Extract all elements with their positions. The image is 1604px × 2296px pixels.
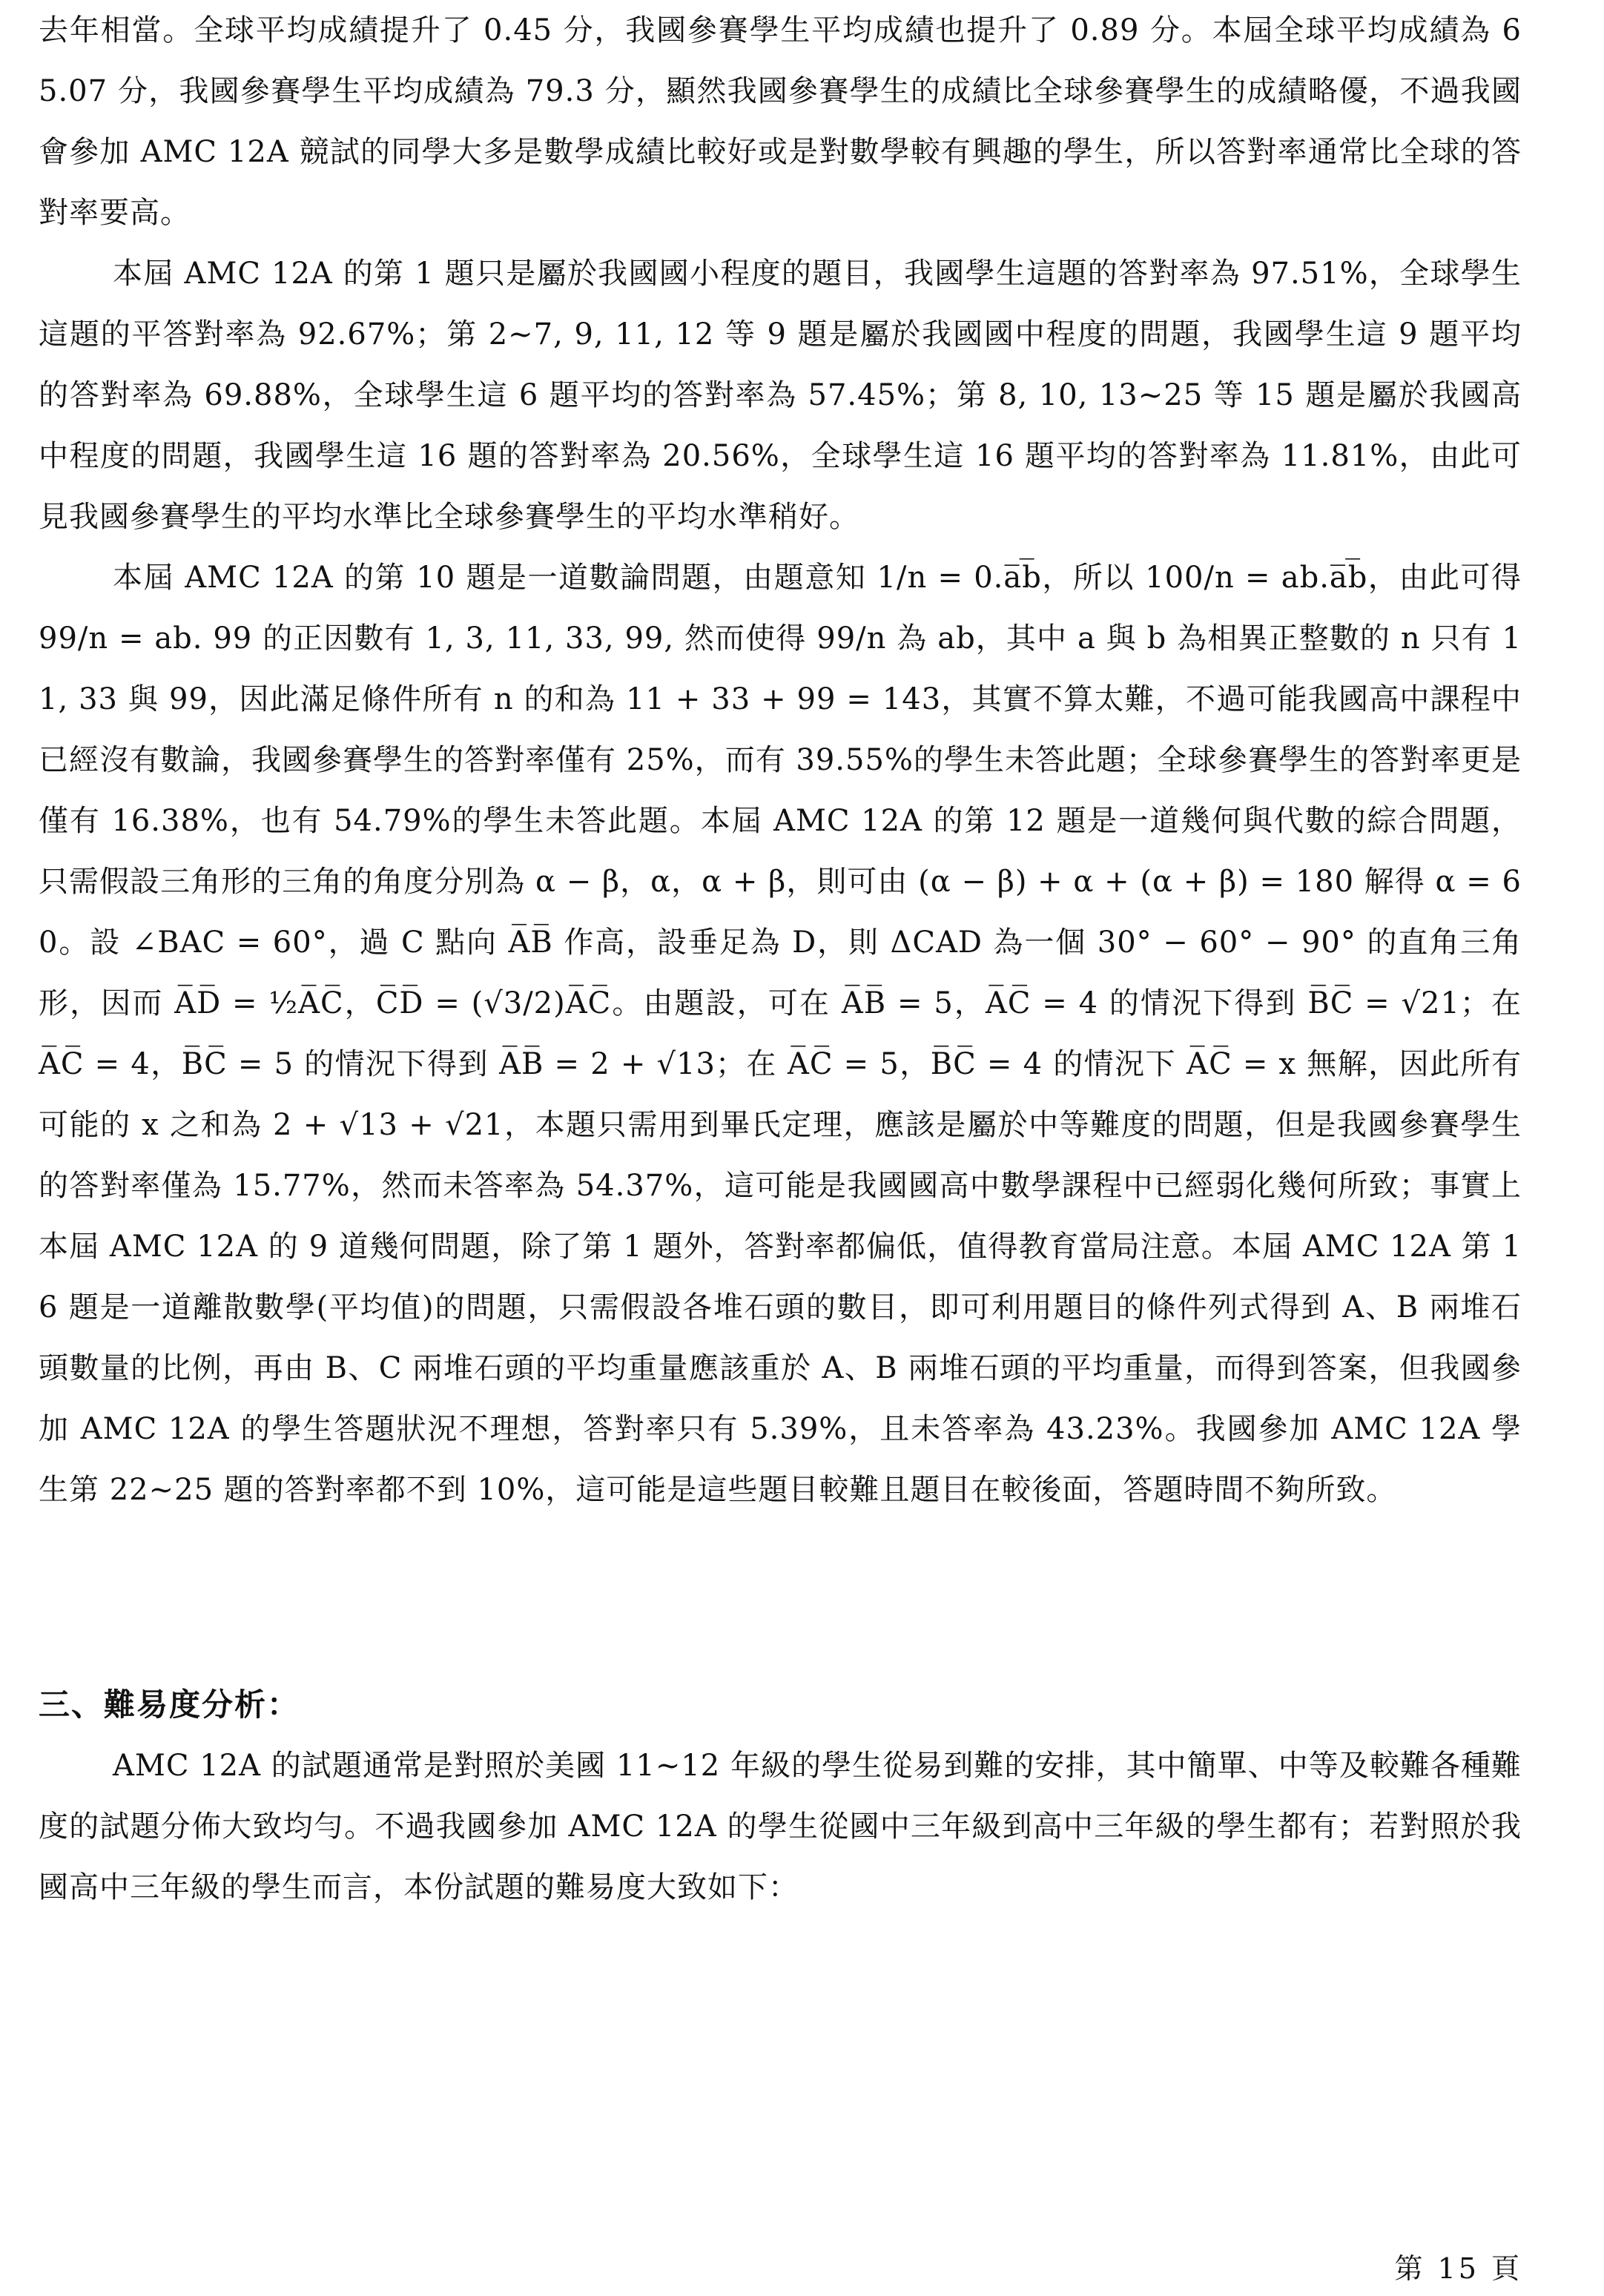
document-page (39, 0, 1522, 1520)
paragraph-score-summary: 去年相當。全球平均成績提升了 0.45 分，我國參賽學生平均成績也提升了 0.89 分。本屆全球平均成績為 65.07 分，我國參賽學生平均成績為 79.3 分，顯然我國參賽學生的成績比全球參賽學生的成績略優，不過我國會參加 AMC 12A 競試的同學大多是數學成績比較好或是對數學較有興趣的學生，所以答對率通常比全球的答對率要高。 (39, 13, 1522, 230)
paragraph-level-breakdown: 本屆 AMC 12A 的第 1 題只是屬於我國國小程度的題目，我國學生這題的答對率為 97.51%，全球學生這題的平答對率為 92.67%；第 2~7, 9, 11, 12 等 9 題是屬於我國國中程度的問題，我國學生這 9 題平均的答對率為 69.88%，全球學生這 6 題平均的答對率為 57.45%；第 8, 10, 13~25 等 15 題是屬於我國高中程度的問題，我國學生這 16 題的答對率為 20.56%，全球學生這 16 題平均的答對率為 11.81%，由此可見我國參賽學生的平均水準比全球參賽學生的平均水準稍好。 (39, 257, 1522, 534)
page-number: 第 15 頁 (1394, 2252, 1522, 2285)
section-difficulty-body (39, 1735, 1522, 1918)
paragraph-problem-analysis: 本屆 AMC 12A 的第 10 題是一道數論問題，由題意知 1/n = 0.a̅b̅，所以 100/n = ab.a̅b̅，由此可得 99/n = ab. 99 的正因數有 1, 3, 11, 33, 99, 然而使得 99/n 為 ab，其中 a 與 b 為相異正整數的 n 只有 11, 33 與 99，因此滿足條件所有 n 的和為 11 + 33 + 99 = 143，其實不算太難，不過可能我國高中課程中已經沒有數論，我國參賽學生的答對率僅有 25%，而有 39.55%的學生未答此題；全球參賽學生的答對率更是僅有 16.38%，也有 54.79%的學生未答此題。本屆 AMC 12A 的第 12 題是一道幾何與代數的綜合問題，只需假設三角形的三角的角度分別為 α − β，α，α + β，則可由 (α − β) + α + (α + β) = 180 解得 α = 60。設 ∠BAC = 60°，過 C 點向 A̅B̅ 作高，設垂足為 D，則 ΔCAD 為一個 30° − 60° − 90° 的直角三角形，因而 A̅D̅ = ½A̅C̅，C̅D̅ = (√3/2)A̅C̅。由題設，可在 A̅B̅ = 5，A̅C̅ = 4 的情況下得到 B̅C̅ = √21；在 A̅C̅ = 4，B̅C̅ = 5 的情況下得到 A̅B̅ = 2 + √13；在 A̅C̅ = 5，B̅C̅ = 4 的情況下 A̅C̅ = x 無解，因此所有可能的 x 之和為 2 + √13 + √21，本題只需用到畢氏定理，應該是屬於中等難度的問題，但是我國參賽學生的答對率僅為 15.77%，然而未答率為 54.37%，這可能是我國國高中數學課程中已經弱化幾何所致；事實上本屆 AMC 12A 的 9 道幾何問題，除了第 1 題外，答對率都偏低，值得教育當局注意。本屆 AMC 12A 第 16 題是一道離散數學(平均值)的問題，只需假設各堆石頭的數目，即可利用題目的條件列式得到 A、B 兩堆石頭數量的比例，再由 B、C 兩堆石頭的平均重量應該重於 A、B 兩堆石頭的平均重量，而得到答案，但我國參加 AMC 12A 的學生答題狀況不理想，答對率只有 5.39%，且未答率為 43.23%。我國參加 AMC 12A 學生第 22~25 題的答對率都不到 10%，這可能是這些題目較難且題目在較後面，答題時間不夠所致。 (39, 561, 1522, 1507)
paragraph-difficulty-intro: AMC 12A 的試題通常是對照於美國 11~12 年級的學生從易到難的安排，其中簡單、中等及較難各種難度的試題分佈大致均勻。不過我國參加 AMC 12A 的學生從國中三年級到高中三年級的學生都有；若對照於我國高中三年級的學生而言，本份試題的難易度大致如下： (39, 1749, 1522, 1904)
section-heading-difficulty: 三、難易度分析： (39, 1686, 300, 1723)
